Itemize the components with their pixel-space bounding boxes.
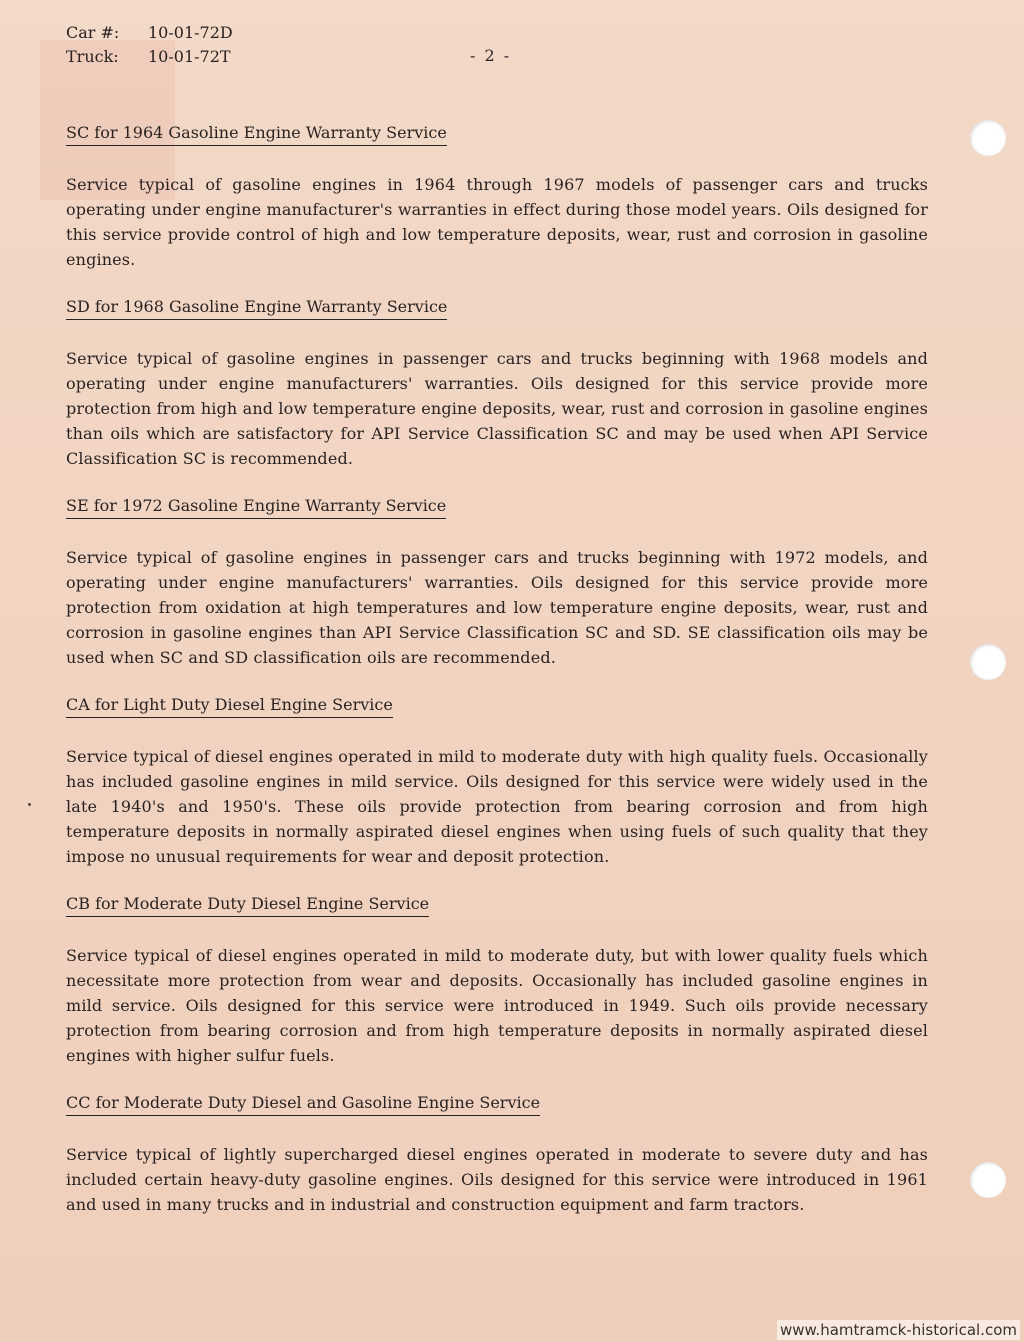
- truck-number: 10-01-72T: [148, 47, 231, 66]
- section-heading: SC for 1964 Gasoline Engine Warranty Service: [66, 122, 447, 146]
- car-number: 10-01-72D: [148, 23, 233, 42]
- car-label: Car #:: [66, 23, 120, 42]
- bulletin-header: [66, 21, 233, 69]
- section-heading: CA for Light Duty Diesel Engine Service: [66, 694, 393, 718]
- section-paragraph: Service typical of diesel engines operated in mild to moderate duty, but with lower quality fuels which necessitate more protection from wear and deposits. Occasionally has included gasoline engines in mild service. Oils designed for this service were introduced in 1949. Such oils provide necessary protection from bearing corrosion and from high temperature deposits in normally aspirated diesel engines with higher sulfur fuels.: [66, 946, 928, 1065]
- section-heading: CB for Moderate Duty Diesel Engine Service: [66, 893, 429, 917]
- truck-number-row: [66, 45, 233, 69]
- section-cb: [66, 893, 928, 1068]
- section-paragraph: Service typical of diesel engines operated in mild to moderate duty with high quality fuels. Occasionally has included gasoline engines in mild service. Oils designed for this service were widely used in the late 1940's and 1950's. These oils provide protection from bearing corrosion and from high temperature deposits in normally aspirated diesel engines when using fuels of such quality that they impose no unusual requirements for wear and deposit protection.: [66, 747, 928, 866]
- section-paragraph: Service typical of gasoline engines in passenger cars and trucks beginning with 1972 models, and operating under engine manufacturers' warranties. Oils designed for this service provide more protection from oxidation at high temperatures and low temperature engine deposits, wear, rust and corrosion in gasoline engines than API Service Classification SC and SD. SE classification oils may be used when SC and SD classification oils are recommended.: [66, 548, 928, 667]
- bulletin-body: [66, 122, 928, 1217]
- punch-hole-middle: [970, 644, 1006, 680]
- section-heading: CC for Moderate Duty Diesel and Gasoline Engine Service: [66, 1092, 540, 1116]
- section-ca: [66, 694, 928, 869]
- section-cc: [66, 1092, 928, 1217]
- car-number-row: [66, 21, 233, 45]
- section-paragraph: Service typical of gasoline engines in passenger cars and trucks beginning with 1968 models and operating under engine manufacturers' warranties. Oils designed for this service provide more protection from high and low temperature engine deposits, wear, rust and corrosion in gasoline engines than oils which are satisfactory for API Service Classification SC and may be used when API Service Classification SC is recommended.: [66, 349, 928, 468]
- section-sc: [66, 122, 928, 272]
- website-watermark: www.hamtramck-historical.com: [777, 1320, 1020, 1340]
- punch-hole-top: [970, 120, 1006, 156]
- page-number: - 2 -: [470, 46, 512, 65]
- section-heading: SE for 1972 Gasoline Engine Warranty Service: [66, 495, 446, 519]
- section-paragraph: Service typical of gasoline engines in 1964 through 1967 models of passenger cars and trucks operating under engine manufacturer's warranties in effect during those model years. Oils designed for this service provide control of high and low temperature deposits, wear, rust and corrosion in gasoline engines.: [66, 175, 928, 269]
- section-se: [66, 495, 928, 670]
- section-sd: [66, 296, 928, 471]
- truck-label: Truck:: [66, 47, 119, 66]
- stray-mark: [28, 803, 31, 806]
- punch-hole-bottom: [970, 1162, 1006, 1198]
- section-heading: SD for 1968 Gasoline Engine Warranty Service: [66, 296, 447, 320]
- section-paragraph: Service typical of lightly supercharged diesel engines operated in moderate to severe duty and has included certain heavy-duty gasoline engines. Oils designed for this service were introduced in 1961 and used in many trucks and in industrial and construction equipment and farm tractors.: [66, 1145, 928, 1214]
